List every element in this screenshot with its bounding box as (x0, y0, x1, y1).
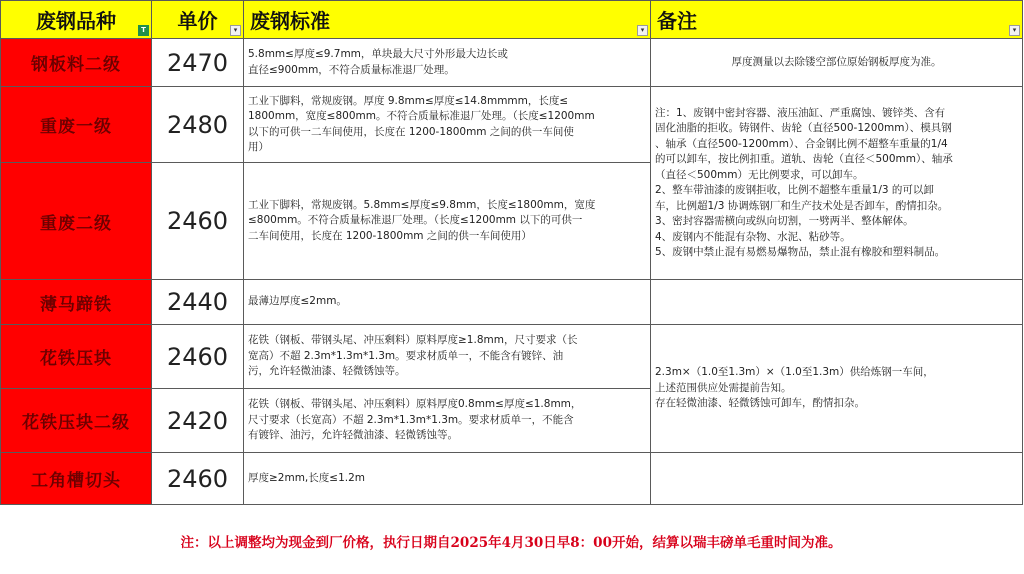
standard-cell[interactable]: 花铁（钢板、带钢头尾、冲压剩料）原料厚度≥1.8mm，尺寸要求（长 宽高）不超 2.3m*1.3m*1.3m。要求材质单一，不能含有镀锌、油 污，允许轻微油漆、轻微锈蚀等。 (244, 325, 651, 389)
note-cell-merged[interactable]: 注：1、废钢中密封容器、液压油缸、严重腐蚀、镀锌类、含有 固化油脂的拒收。铸钢件、齿轮（直径500-1200mm）、模具钢 、轴承（直径500-1200mm）、合金钢比例不超整车重量的1/4 的可以卸车，按比例扣重。道轨、齿轮（直径＜500mm）、轴承 （直径＜500mm）无比例要求，可以卸车。 2、整车带油漆的废钢拒收，比例不超整车重量1/3 的可以卸 车，比例超1/3 协调炼钢厂和生产技术处是否卸车，酌情扣杂。 3、密封容器需横向或纵向切割，一劈两半、整体解体。 4、废钢内不能混有杂物、水泥、粘砂等。 5、废钢中禁止混有易燃易爆物品，禁止混有橡胶和塑料制品。 (651, 87, 1023, 280)
table-row (1, 87, 1023, 163)
variety-cell[interactable]: 钢板料二级 (1, 39, 152, 87)
price-cell[interactable]: 2420 (152, 389, 244, 453)
price-cell[interactable]: 2480 (152, 87, 244, 163)
table-row (1, 39, 1023, 87)
variety-cell[interactable]: 薄马蹄铁 (1, 280, 152, 325)
price-cell[interactable]: 2460 (152, 163, 244, 280)
standard-cell[interactable]: 工业下脚料，常规废钢。5.8mm≤厚度≤9.8mm，长度≤1800mm，宽度 ≤800mm。不符合质量标准退厂处理。（长度≤1200mm 以下的可供一 二车间使用，长度在 1200-1800mm 之间的供一车间使用） (244, 163, 651, 280)
header-note-label: 备注 (657, 9, 697, 33)
variety-cell[interactable]: 花铁压块 (1, 325, 152, 389)
filter-active-icon[interactable]: T (138, 25, 149, 36)
variety-cell[interactable]: 重废一级 (1, 87, 152, 163)
header-cell-note (651, 1, 1023, 39)
table-row (1, 280, 1023, 325)
price-cell[interactable]: 2440 (152, 280, 244, 325)
header-cell-price (152, 1, 244, 39)
standard-cell[interactable]: 5.8mm≤厚度≤9.7mm，单块最大尺寸外形最大边长或 直径≤900mm，不符合质量标准退厂处理。 (244, 39, 651, 87)
price-cell[interactable]: 2460 (152, 325, 244, 389)
standard-cell[interactable]: 花铁（钢板、带钢头尾、冲压剩料）原料厚度0.8mm≤厚度≤1.8mm， 尺寸要求（长宽高）不超 2.3m*1.3m*1.3m。要求材质单一，不能含 有镀锌、油污，允许轻微油漆、轻微锈蚀等。 (244, 389, 651, 453)
footer-notice: 注：以上调整均为现金到厂价格，执行日期自2025年4月30日早8：00开始，结算以瑞丰磅单毛重时间为准。 (180, 535, 842, 551)
note-cell[interactable]: 厚度测量以去除镂空部位原始钢板厚度为准。 (651, 39, 1023, 87)
standard-cell[interactable]: 厚度≥2mm,长度≤1.2m (244, 453, 651, 505)
table-row (1, 325, 1023, 389)
table-row (1, 453, 1023, 505)
note-cell-merged[interactable]: 2.3m×（1.0至1.3m）×（1.0至1.3m）供给炼钢一车间， 上述范围供应处需提前告知。 存在轻微油漆、轻微锈蚀可卸车，酌情扣杂。 (651, 325, 1023, 453)
variety-cell[interactable]: 工角槽切头 (1, 453, 152, 505)
note-cell-empty[interactable] (651, 280, 1023, 325)
header-price-label: 单价 (177, 9, 218, 33)
variety-cell[interactable]: 花铁压块二级 (1, 389, 152, 453)
header-cell-variety (1, 1, 152, 39)
filter-dropdown-icon[interactable]: ▾ (230, 25, 241, 36)
price-cell[interactable]: 2460 (152, 453, 244, 505)
variety-cell[interactable]: 重废二级 (1, 163, 152, 280)
standard-cell[interactable]: 最薄边厚度≤2mm。 (244, 280, 651, 325)
filter-dropdown-icon[interactable]: ▾ (637, 25, 648, 36)
note-cell-empty[interactable] (651, 453, 1023, 505)
filter-dropdown-icon[interactable]: ▾ (1009, 25, 1020, 36)
price-cell[interactable]: 2470 (152, 39, 244, 87)
header-variety-label: 废钢品种 (36, 9, 116, 33)
header-cell-standard (244, 1, 651, 39)
standard-cell[interactable]: 工业下脚料，常规废钢。厚度 9.8mm≤厚度≤14.8mmmm，长度≤ 1800mm，宽度≤800mm。不符合质量标准退厂处理。（长度≤1200mm 以下的可供一二车间使用，长度在 1200-1800mm 之间的供一车间使 用） (244, 87, 651, 163)
header-standard-label: 废钢标准 (250, 9, 330, 33)
header-row (1, 1, 1023, 39)
